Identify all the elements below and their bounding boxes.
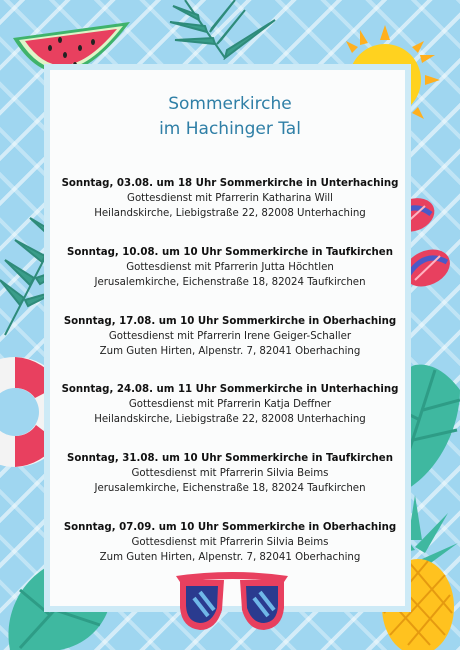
event-entry xyxy=(0,382,460,427)
event-service: Gottesdienst mit Pfarrerin Irene Geiger-Schaller xyxy=(108,331,352,342)
event-heading: Sonntag, 03.08. um 18 Uhr Sommerkirche in Unterhaching xyxy=(61,178,399,189)
event-entry xyxy=(0,520,460,565)
event-service: Gottesdienst mit Pfarrerin Jutta Höchtlen xyxy=(126,262,334,273)
event-entry xyxy=(0,451,460,496)
title-line-1: Sommerkirche xyxy=(168,94,292,114)
event-location: Heilandskirche, Liebigstraße 22, 82008 Unterhaching xyxy=(94,414,366,425)
event-entry xyxy=(0,314,460,359)
event-location: Jerusalemkirche, Eichenstraße 18, 82024 Taufkirchen xyxy=(94,483,366,494)
event-heading: Sonntag, 07.09. um 10 Uhr Sommerkirche in Oberhaching xyxy=(63,522,397,533)
sunglasses-icon xyxy=(172,568,292,640)
event-service: Gottesdienst mit Pfarrerin Silvia Beims xyxy=(131,468,329,479)
event-heading: Sonntag, 10.08. um 10 Uhr Sommerkirche in Taufkirchen xyxy=(67,247,393,258)
event-location: Heilandskirche, Liebigstraße 22, 82008 Unterhaching xyxy=(94,208,366,219)
palm-leaf-icon xyxy=(165,0,280,60)
page-title xyxy=(0,92,460,142)
event-location: Jerusalemkirche, Eichenstraße 18, 82024 Taufkirchen xyxy=(94,277,366,288)
event-entry xyxy=(0,245,460,290)
title-line-2: im Hachinger Tal xyxy=(159,119,301,139)
event-heading: Sonntag, 24.08. um 11 Uhr Sommerkirche in Unterhaching xyxy=(61,384,399,395)
event-location: Zum Guten Hirten, Alpenstr. 7, 82041 Oberhaching xyxy=(99,346,361,357)
event-entry xyxy=(0,176,460,221)
event-location: Zum Guten Hirten, Alpenstr. 7, 82041 Oberhaching xyxy=(99,552,361,563)
event-service: Gottesdienst mit Pfarrerin Katharina Will xyxy=(127,193,333,204)
event-heading: Sonntag, 31.08. um 10 Uhr Sommerkirche in Taufkirchen xyxy=(67,453,393,464)
event-service: Gottesdienst mit Pfarrerin Katja Deffner xyxy=(128,399,332,410)
event-service: Gottesdienst mit Pfarrerin Silvia Beims xyxy=(131,537,329,548)
event-heading: Sonntag, 17.08. um 10 Uhr Sommerkirche in Oberhaching xyxy=(63,316,397,327)
